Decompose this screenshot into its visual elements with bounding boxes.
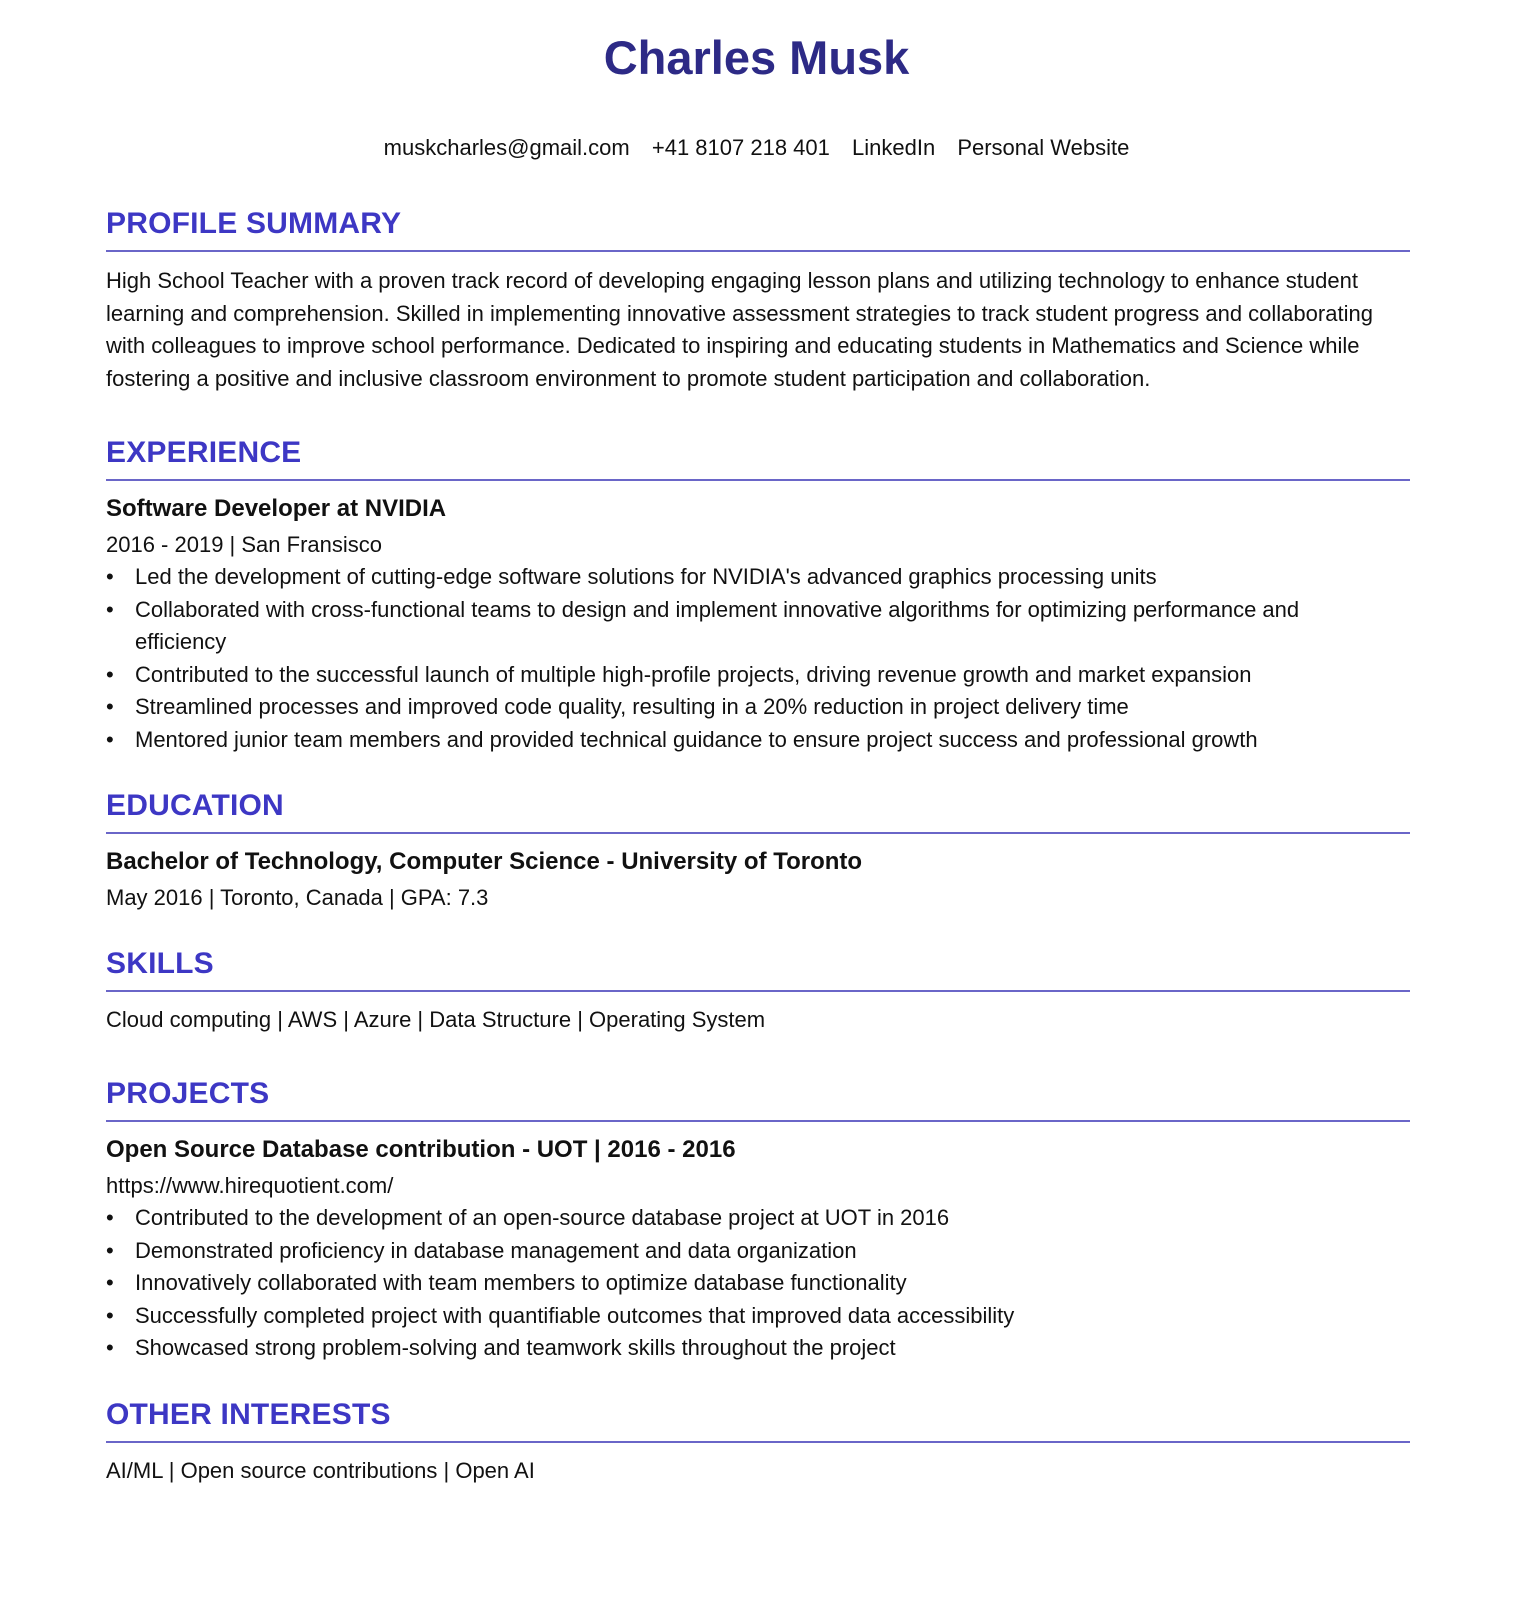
- education-section: [106, 788, 1407, 914]
- email-link[interactable]: muskcharles@gmail.com: [383, 135, 630, 160]
- job-title: Software Developer at NVIDIA: [106, 495, 447, 522]
- project-url-link[interactable]: https://www.hirequotient.com/: [106, 1173, 394, 1198]
- section-divider: [106, 1120, 1410, 1122]
- section-title-projects: PROJECTS: [106, 1077, 270, 1110]
- profile-summary-section: [106, 206, 1407, 395]
- section-title-education: EDUCATION: [106, 789, 284, 822]
- projects-section: [106, 1076, 1407, 1365]
- list-item: [106, 1267, 1385, 1300]
- section-title-skills: SKILLS: [106, 947, 214, 980]
- contact-line: [106, 134, 1407, 162]
- section-title-experience: EXPERIENCE: [106, 436, 302, 469]
- list-item: [106, 1332, 1385, 1365]
- skills-section: [106, 946, 1407, 1036]
- experience-bullets: [106, 561, 1407, 756]
- experience-section: [106, 435, 1407, 756]
- list-item-text: Successfully completed project with quantifiable outcomes that improved data accessibility: [135, 1302, 1015, 1328]
- list-item-text: Contributed to the development of an open-source database project at UOT in 2016: [135, 1205, 950, 1230]
- bullet-dot: •: [106, 1205, 114, 1230]
- list-item: [106, 659, 1385, 692]
- list-item-text: Mentored junior team members and provided technical guidance to ensure project success and professional growth: [135, 726, 1258, 752]
- interests-list: AI/ML | Open source contributions | Open AI: [106, 1457, 535, 1483]
- bullet-dot: •: [106, 1302, 114, 1328]
- list-item-text: Contributed to the successful launch of multiple high-profile projects, driving revenue growth and market expansion: [135, 661, 1252, 687]
- project-bullets: [106, 1202, 1407, 1365]
- phone-number: +41 8107 218 401: [651, 135, 830, 160]
- project-title: Open Source Database contribution - UOT | 2016 - 2016: [106, 1136, 736, 1163]
- profile-summary-text: High School Teacher with a proven track record of developing engaging lesson plans and utilizing technology to enhance student learning and comprehension. Skilled in implementing innovative assessment strategies to track student progress and collaborating with colleagues to improve school performance. Dedicated to inspiring and educating students in Mathematics and Science while fostering a positive and inclusive classroom environment to promote student participation and collaboration.: [106, 268, 1373, 391]
- section-divider: [106, 479, 1410, 481]
- list-item: [106, 1300, 1385, 1333]
- personal-website-link[interactable]: Personal Website: [957, 135, 1130, 160]
- education-meta: May 2016 | Toronto, Canada | GPA: 7.3: [106, 885, 489, 910]
- list-item: [106, 1235, 1385, 1268]
- bullet-dot: •: [106, 1270, 114, 1295]
- degree-title: Bachelor of Technology, Computer Science - University of Toronto: [106, 848, 863, 875]
- section-divider: [106, 832, 1410, 834]
- list-item-text: Demonstrated proficiency in database management and data organization: [135, 1237, 857, 1263]
- linkedin-link[interactable]: LinkedIn: [852, 135, 936, 160]
- bullet-dot: •: [106, 661, 114, 687]
- list-item: [106, 594, 1385, 659]
- list-item-text: Collaborated with cross-functional teams to design and implement innovative algorithms for optimizing performance and efficiency: [135, 596, 1300, 654]
- list-item: [106, 561, 1385, 594]
- job-meta: 2016 - 2019 | San Fransisco: [106, 532, 382, 557]
- other-interests-section: [106, 1397, 1407, 1487]
- skills-list: Cloud computing | AWS | Azure | Data Structure | Operating System: [106, 1007, 766, 1032]
- bullet-dot: •: [106, 726, 114, 752]
- list-item-text: Innovatively collaborated with team members to optimize database functionality: [135, 1270, 907, 1295]
- list-item-text: Led the development of cutting-edge software solutions for NVIDIA's advanced graphics processing units: [135, 564, 1157, 589]
- section-divider: [106, 1441, 1410, 1443]
- list-item: [106, 724, 1385, 757]
- list-item: [106, 691, 1385, 724]
- candidate-name: Charles Musk: [603, 31, 910, 84]
- bullet-dot: •: [106, 564, 114, 589]
- section-divider: [106, 250, 1410, 252]
- list-item-text: Showcased strong problem-solving and teamwork skills throughout the project: [135, 1335, 896, 1360]
- list-item: [106, 1202, 1385, 1235]
- bullet-dot: •: [106, 694, 114, 719]
- bullet-dot: •: [106, 1335, 114, 1360]
- section-title-profile-summary: PROFILE SUMMARY: [106, 207, 402, 240]
- section-divider: [106, 990, 1410, 992]
- bullet-dot: •: [106, 596, 114, 622]
- list-item-text: Streamlined processes and improved code quality, resulting in a 20% reduction in project delivery time: [135, 694, 1129, 719]
- bullet-dot: •: [106, 1237, 114, 1263]
- section-title-other-interests: OTHER INTERESTS: [106, 1397, 391, 1431]
